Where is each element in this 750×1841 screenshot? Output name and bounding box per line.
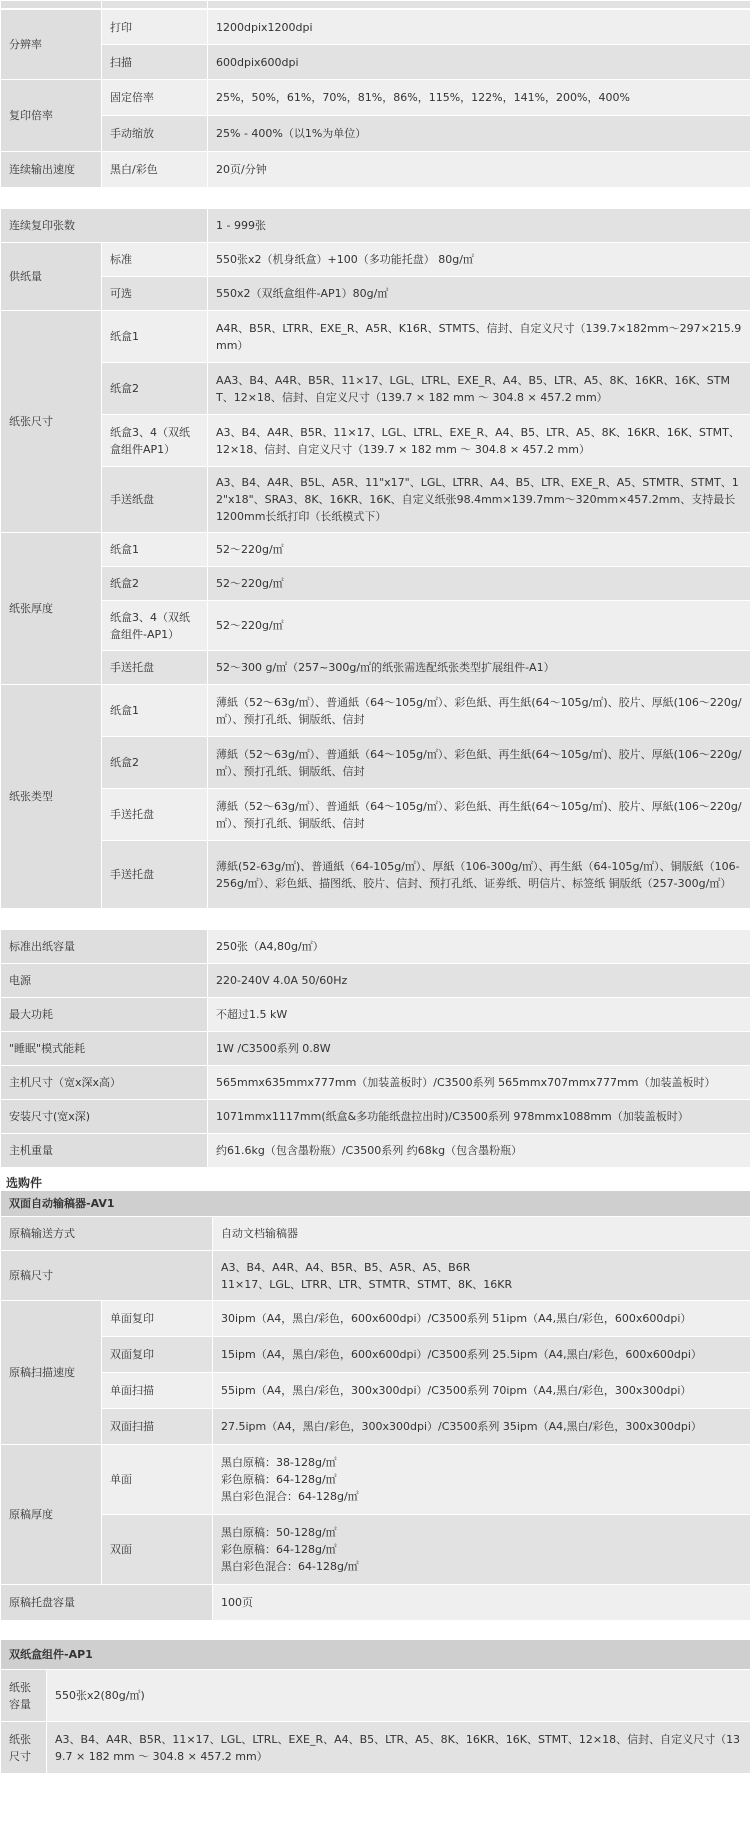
row-value: 自动文档输稿器 — [213, 1217, 750, 1251]
thickness-line: 黑白原稿：50-128g/㎡ — [221, 1526, 337, 1539]
table-row — [1, 1409, 750, 1445]
table-row — [1, 1515, 750, 1585]
row-value: 1071mmx1117mm(纸盒&多功能纸盘拉出时)/C3500系列 978mmx1088mm（加装盖板时） — [208, 1100, 750, 1134]
row-value: 不超过1.5 kW — [208, 998, 750, 1032]
supply-label: 供纸量 — [1, 243, 102, 311]
cassette-table — [0, 1639, 750, 1774]
row-value: 55ipm（A4，黑白/彩色，300x300dpi）/C3500系列 70ipm（A4,黑白/彩色，300x300dpi） — [213, 1373, 750, 1409]
row-value: 20页/分钟 — [208, 152, 750, 188]
row-value — [213, 1445, 750, 1515]
table-row — [1, 1670, 750, 1722]
thickness-line: 彩色原稿：64-128g/㎡ — [221, 1543, 337, 1556]
size-line-1: A3、B4、A4R、A4、B5R、B5、A5R、A5、B6R — [221, 1260, 471, 1274]
paper-thickness-label: 纸张厚度 — [1, 533, 102, 685]
row-value: 1W /C3500系列 0.8W — [208, 1032, 750, 1066]
row-value: 1200dpix1200dpi — [208, 10, 750, 45]
row-value: 25% - 400%（以1%为单位） — [208, 116, 750, 152]
thickness-line: 黑白彩色混合：64-128g/㎡ — [221, 1560, 359, 1573]
feeder-table — [0, 1190, 750, 1621]
table-row — [1, 311, 750, 363]
table-row — [1, 10, 750, 45]
spec-table-3 — [0, 929, 750, 1168]
row-sub-label: 单面复印 — [102, 1301, 213, 1337]
table-row — [1, 1585, 750, 1621]
table-row — [1, 1722, 750, 1774]
table-row — [1, 467, 750, 533]
table-row — [1, 601, 750, 651]
row-value: A3、B4、A4R、B5R、11×17、LGL、LTRL、EXE_R、A4、B5、LTR、A5、8K、16KR、16K、STMT、12×18、信封、自定义尺寸（139.7 × 182 mm ～ 304.8 × 457.2 mm） — [208, 415, 750, 467]
row-sub-label: 手送托盘 — [102, 651, 208, 685]
row-sub-label: 双面复印 — [102, 1337, 213, 1373]
row-value: 550x2（双纸盒组件-AP1）80g/㎡ — [208, 277, 750, 311]
continuous-copies-label: 连续复印张数 — [1, 209, 208, 243]
row-value: 100页 — [213, 1585, 750, 1621]
top-strip — [0, 0, 750, 9]
table-row — [1, 1066, 750, 1100]
table-row — [1, 1134, 750, 1168]
row-sub-label: 纸盒1 — [102, 311, 208, 363]
row-sub-label: 纸盒2 — [102, 737, 208, 789]
cassette-title: 双纸盒组件-AP1 — [1, 1640, 750, 1670]
zoom-label: 复印倍率 — [1, 80, 102, 152]
table-row — [1, 45, 750, 80]
row-value: 600dpix600dpi — [208, 45, 750, 80]
row-value: 15ipm（A4，黑白/彩色，600x600dpi）/C3500系列 25.5ipm（A4,黑白/彩色，600x600dpi） — [213, 1337, 750, 1373]
spec-table-2 — [0, 208, 750, 909]
table-row — [1, 998, 750, 1032]
row-value: 1 - 999张 — [208, 209, 750, 243]
row-value: 30ipm（A4，黑白/彩色，600x600dpi）/C3500系列 51ipm（A4,黑白/彩色，600x600dpi） — [213, 1301, 750, 1337]
table-row — [1, 243, 750, 277]
table-row — [1, 533, 750, 567]
row-sub-label: 手送托盘 — [102, 789, 208, 841]
original-thickness-label: 原稿厚度 — [1, 1445, 102, 1585]
output-capacity-label: 标准出纸容量 — [1, 930, 208, 964]
row-value: A4R、B5R、LTRR、EXE_R、A5R、K16R、STMTS、信封、自定义尺寸（139.7×182mm～297×215.9mm） — [208, 311, 750, 363]
row-value: 52～220g/㎡ — [208, 567, 750, 601]
section-gap — [0, 188, 750, 208]
dimensions-label: 主机尺寸（宽x深x高） — [1, 1066, 208, 1100]
paper-type-label: 纸张类型 — [1, 685, 102, 909]
row-value — [213, 1515, 750, 1585]
row-value: 薄紙（52～63g/㎡）、普通紙（64～105g/㎡）、彩色紙、再生紙(64～105g/㎡)、胶片、厚紙(106～220g/㎡）、预打孔纸、铜版纸、信封 — [208, 789, 750, 841]
row-sub-label: 打印 — [102, 10, 208, 45]
spec-table-1 — [0, 9, 750, 188]
row-sub-label: 固定倍率 — [102, 80, 208, 116]
table-row — [1, 152, 750, 188]
table-row — [1, 930, 750, 964]
table-row — [1, 1373, 750, 1409]
table-row — [1, 651, 750, 685]
table-row — [1, 1301, 750, 1337]
table-row — [1, 789, 750, 841]
row-value — [213, 1251, 750, 1301]
row-sub-label: 可选 — [102, 277, 208, 311]
row-value: A3、B4、A4R、B5R、11×17、LGL、LTRL、EXE_R、A4、B5、LTR、A5、8K、16KR、16K、STMT、12×18、信封、自定义尺寸（139.7 × 182 mm ～ 304.8 × 457.2 mm） — [47, 1722, 750, 1774]
row-value: 52～220g/㎡ — [208, 601, 750, 651]
original-size-label: 原稿尺寸 — [1, 1251, 213, 1301]
row-value: AA3、B4、A4R、B5R、11×17、LGL、LTRL、EXE_R、A4、B5、LTR、A5、8K、16KR、16K、STMT、12×18、信封、自定义尺寸（139.7 × 182 mm ～ 304.8 × 457.2 mm） — [208, 363, 750, 415]
table-row — [1, 415, 750, 467]
row-value: A3、B4、A4R、B5L、A5R、11"x17"、LGL、LTRR、A4、B5、LTR、EXE_R、A5、STMTR、STMT、12"x18"、SRA3、8K、16KR、16K、自定义纸张98.4mm×139.7mm～320mm×457.2mm、支持最长1200mm长纸打印（长纸模式下） — [208, 467, 750, 533]
options-title: 选购件 — [6, 1176, 43, 1190]
row-sub-label: 标准 — [102, 243, 208, 277]
table-row — [1, 1337, 750, 1373]
speed-label: 连续输出速度 — [1, 152, 102, 188]
size-line-2: 11×17、LGL、LTRR、LTR、STMTR、STMT、8K、16KR — [221, 1277, 513, 1291]
row-sub-label: 纸盒3、4（双纸盒组件-AP1） — [102, 601, 208, 651]
section-gap — [0, 1621, 750, 1639]
table-row — [1, 209, 750, 243]
row-sub-label: 纸盒1 — [102, 533, 208, 567]
row-sub-label: 纸盒2 — [102, 363, 208, 415]
table-row — [1, 841, 750, 909]
table-row — [1, 80, 750, 116]
table-row — [1, 1032, 750, 1066]
table-row — [1, 1191, 750, 1217]
power-label: 电源 — [1, 964, 208, 998]
scan-speed-label: 原稿扫描速度 — [1, 1301, 102, 1445]
tray-capacity-label: 原稿托盘容量 — [1, 1585, 213, 1621]
row-value: 25%，50%，61%，70%，81%，86%，115%，122%，141%，200%，400% — [208, 80, 750, 116]
table-row — [1, 1640, 750, 1670]
cassette-size-label: 纸张尺寸 — [1, 1722, 47, 1774]
table-row — [1, 1217, 750, 1251]
row-value: 薄紙（52～63g/㎡）、普通紙（64～105g/㎡）、彩色紙、再生紙(64～105g/㎡)、胶片、厚紙(106～220g/㎡）、预打孔纸、铜版纸、信封 — [208, 737, 750, 789]
row-sub-label: 单面扫描 — [102, 1373, 213, 1409]
row-value: 薄紙（52～63g/㎡）、普通紙（64～105g/㎡）、彩色紙、再生紙(64～105g/㎡)、胶片、厚紙(106～220g/㎡）、预打孔纸、铜版纸、信封 — [208, 685, 750, 737]
row-value: 565mmx635mmx777mm（加装盖板时）/C3500系列 565mmx707mmx777mm（加装盖板时） — [208, 1066, 750, 1100]
sleep-power-label: "睡眠"模式能耗 — [1, 1032, 208, 1066]
row-value: 550张x2（机身纸盒）+100（多功能托盘） 80g/㎡ — [208, 243, 750, 277]
install-size-label: 安装尺寸(宽x深) — [1, 1100, 208, 1134]
row-sub-label: 手动缩放 — [102, 116, 208, 152]
table-row — [1, 685, 750, 737]
thickness-line: 黑白彩色混合：64-128g/㎡ — [221, 1490, 359, 1503]
table-row — [1, 116, 750, 152]
row-value: 220-240V 4.0A 50/60Hz — [208, 964, 750, 998]
row-value: 52～300 g/㎡（257~300g/㎡的纸张需选配纸张类型扩展组件-A1） — [208, 651, 750, 685]
thickness-line: 彩色原稿：64-128g/㎡ — [221, 1473, 337, 1486]
row-sub-label: 手送托盘 — [102, 841, 208, 909]
paper-size-label: 纸张尺寸 — [1, 311, 102, 533]
thickness-line: 黑白原稿：38-128g/㎡ — [221, 1456, 337, 1469]
table-row — [1, 1251, 750, 1301]
weight-label: 主机重量 — [1, 1134, 208, 1168]
table-row — [1, 1100, 750, 1134]
section-gap — [0, 909, 750, 929]
row-sub-label: 双面 — [102, 1515, 213, 1585]
max-power-label: 最大功耗 — [1, 998, 208, 1032]
row-sub-label: 黑白/彩色 — [102, 152, 208, 188]
table-row — [1, 964, 750, 998]
row-sub-label: 双面扫描 — [102, 1409, 213, 1445]
row-sub-label: 手送纸盘 — [102, 467, 208, 533]
row-value: 约61.6kg（包含墨粉瓶）/C3500系列 约68kg（包含墨粉瓶） — [208, 1134, 750, 1168]
row-sub-label: 纸盒2 — [102, 567, 208, 601]
table-row — [1, 1445, 750, 1515]
resolution-label: 分辨率 — [1, 10, 102, 80]
feed-method-label: 原稿输送方式 — [1, 1217, 213, 1251]
row-value: 27.5ipm（A4，黑白/彩色，300x300dpi）/C3500系列 35ipm（A4,黑白/彩色，300x300dpi） — [213, 1409, 750, 1445]
table-row — [1, 277, 750, 311]
row-value: 52～220g/㎡ — [208, 533, 750, 567]
table-row — [1, 737, 750, 789]
cassette-capacity-label: 纸张容量 — [1, 1670, 47, 1722]
table-row — [1, 363, 750, 415]
row-value: 250张（A4,80g/㎡） — [208, 930, 750, 964]
row-value: 550张x2(80g/㎡) — [47, 1670, 750, 1722]
row-sub-label: 纸盒3、4（双纸盒组件AP1） — [102, 415, 208, 467]
row-sub-label: 纸盒1 — [102, 685, 208, 737]
row-sub-label: 扫描 — [102, 45, 208, 80]
row-value: 薄紙(52-63g/㎡)、普通紙（64-105g/㎡）、厚紙（106-300g/㎡）、再生紙（64-105g/㎡）、铜版紙（106-256g/㎡）、彩色紙、描图纸、胶片、信封、预打孔纸、证劵纸、明信片、标签纸 铜版纸（257-300g/㎡） — [208, 841, 750, 909]
table-row — [1, 567, 750, 601]
feeder-title: 双面自动输稿器-AV1 — [1, 1191, 750, 1217]
row-sub-label: 单面 — [102, 1445, 213, 1515]
